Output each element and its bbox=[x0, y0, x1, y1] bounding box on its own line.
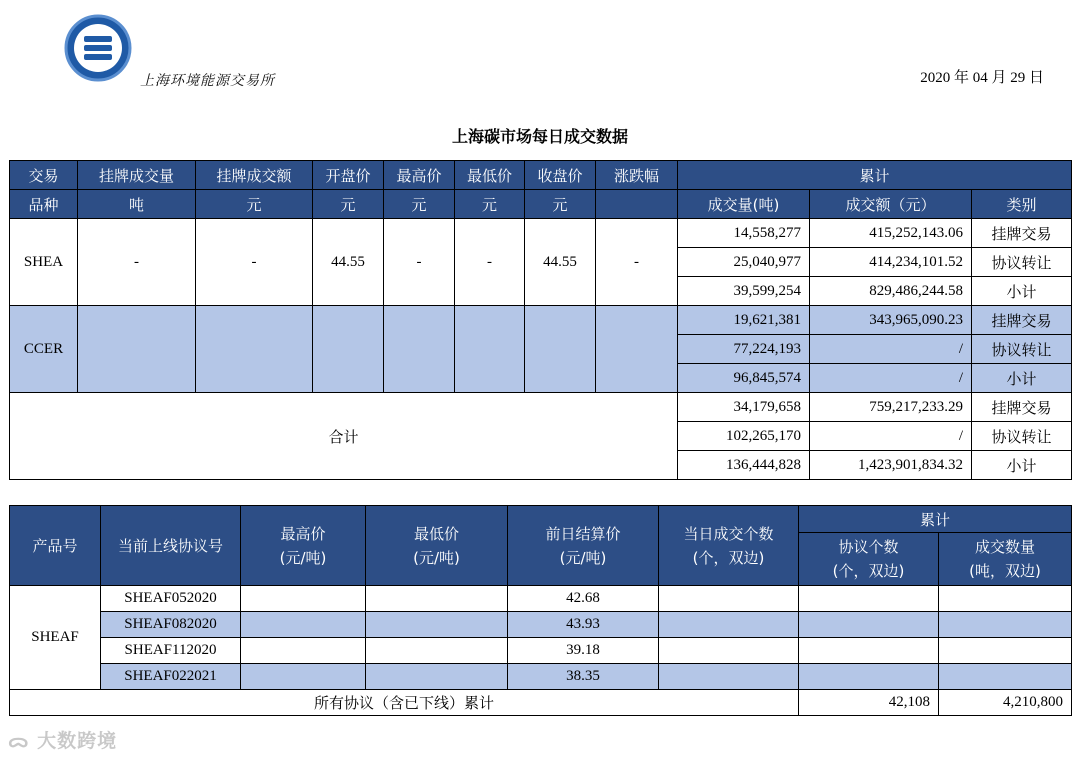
unit-header: 品种 bbox=[10, 190, 78, 219]
close-price-cell: 44.55 bbox=[525, 219, 596, 306]
cum-qty-cell bbox=[939, 664, 1072, 690]
high-price-cell: - bbox=[384, 219, 455, 306]
low-cell bbox=[366, 612, 508, 638]
cum-volume-cell: 39,599,254 bbox=[678, 277, 810, 306]
cum-amount-cell: 414,234,101.52 bbox=[810, 248, 972, 277]
high-cell bbox=[241, 586, 366, 612]
weibo-icon: ᯅ bbox=[8, 730, 30, 752]
col-header-cumulative: 累计 bbox=[799, 506, 1072, 533]
product-cell: CCER bbox=[10, 306, 78, 393]
table-row bbox=[10, 586, 1072, 612]
cum-qty-cell bbox=[939, 612, 1072, 638]
col-header-day-count: 当日成交个数 (个，双边) bbox=[659, 506, 799, 586]
low-cell bbox=[366, 586, 508, 612]
high-cell bbox=[241, 664, 366, 690]
prev-settle-cell: 43.93 bbox=[508, 612, 659, 638]
cum-amount-cell: 343,965,090.23 bbox=[810, 306, 972, 335]
col-header-low: 最低价 (元/吨) bbox=[366, 506, 508, 586]
table-row bbox=[10, 306, 1072, 335]
cum-amount-cell: 759,217,233.29 bbox=[810, 393, 972, 422]
cum-volume-cell: 19,621,381 bbox=[678, 306, 810, 335]
day-count-cell bbox=[659, 586, 799, 612]
exchange-emblem-icon bbox=[64, 14, 132, 82]
cum-volume-cell: 34,179,658 bbox=[678, 393, 810, 422]
col-header-product: 产品号 bbox=[10, 506, 101, 586]
close-price-cell bbox=[525, 306, 596, 393]
contract-cell: SHEAF112020 bbox=[101, 638, 241, 664]
change-cell bbox=[596, 306, 678, 393]
table-row bbox=[10, 393, 1072, 422]
contract-cell: SHEAF082020 bbox=[101, 612, 241, 638]
cum-count-cell bbox=[799, 638, 939, 664]
cum-volume-cell: 77,224,193 bbox=[678, 335, 810, 364]
spot-market-table bbox=[9, 160, 1072, 480]
high-cell bbox=[241, 638, 366, 664]
col-header: 交易 bbox=[10, 161, 78, 190]
category-cell: 挂牌交易 bbox=[972, 219, 1072, 248]
low-price-cell bbox=[455, 306, 525, 393]
high-cell bbox=[241, 612, 366, 638]
total-label: 合计 bbox=[10, 393, 678, 480]
table-row bbox=[10, 664, 1072, 690]
listed-amount-cell: - bbox=[196, 219, 313, 306]
unit-header: 元 bbox=[196, 190, 313, 219]
col-header: 最低价 bbox=[455, 161, 525, 190]
header-row-2 bbox=[10, 190, 1072, 219]
exchange-logo bbox=[60, 8, 290, 98]
cum-amount-cell: 829,486,244.58 bbox=[810, 277, 972, 306]
low-cell bbox=[366, 664, 508, 690]
prev-settle-cell: 39.18 bbox=[508, 638, 659, 664]
cum-volume-cell: 14,558,277 bbox=[678, 219, 810, 248]
col-header: 最高价 bbox=[384, 161, 455, 190]
col-header: 挂牌成交量 bbox=[78, 161, 196, 190]
cum-count-cell: 42,108 bbox=[799, 690, 939, 716]
cum-count-cell bbox=[799, 586, 939, 612]
cum-qty-cell: 4,210,800 bbox=[939, 690, 1072, 716]
unit-header: 元 bbox=[384, 190, 455, 219]
cum-volume-cell: 102,265,170 bbox=[678, 422, 810, 451]
table-row bbox=[10, 690, 1072, 716]
header-row-1 bbox=[10, 506, 1072, 533]
unit-header: 元 bbox=[525, 190, 596, 219]
col-header-high: 最高价 (元/吨) bbox=[241, 506, 366, 586]
table-row bbox=[10, 612, 1072, 638]
category-cell: 协议转让 bbox=[972, 422, 1072, 451]
cum-volume-cell: 136,444,828 bbox=[678, 451, 810, 480]
cum-amount-cell: / bbox=[810, 335, 972, 364]
header-row-1 bbox=[10, 161, 1072, 190]
cum-qty-cell bbox=[939, 586, 1072, 612]
unit-header: 类别 bbox=[972, 190, 1072, 219]
day-count-cell bbox=[659, 664, 799, 690]
cum-count-cell bbox=[799, 612, 939, 638]
category-cell: 协议转让 bbox=[972, 248, 1072, 277]
change-cell: - bbox=[596, 219, 678, 306]
contract-cell: SHEAF022021 bbox=[101, 664, 241, 690]
listed-volume-cell: - bbox=[78, 219, 196, 306]
listed-amount-cell bbox=[196, 306, 313, 393]
open-price-cell bbox=[313, 306, 384, 393]
high-price-cell bbox=[384, 306, 455, 393]
unit-header: 成交额（元） bbox=[810, 190, 972, 219]
category-cell: 小计 bbox=[972, 451, 1072, 480]
col-header-prev-settle: 前日结算价 (元/吨) bbox=[508, 506, 659, 586]
col-header: 收盘价 bbox=[525, 161, 596, 190]
unit-header: 元 bbox=[313, 190, 384, 219]
col-header-cum-count: 协议个数 (个，双边) bbox=[799, 533, 939, 586]
unit-header: 元 bbox=[455, 190, 525, 219]
prev-settle-cell: 42.68 bbox=[508, 586, 659, 612]
watermark bbox=[8, 726, 117, 753]
listed-volume-cell bbox=[78, 306, 196, 393]
cum-count-cell bbox=[799, 664, 939, 690]
watermark-text: 大数跨境 bbox=[37, 730, 118, 752]
page-title: 上海碳市场每日成交数据 bbox=[451, 127, 628, 146]
contract-cell: SHEAF052020 bbox=[101, 586, 241, 612]
open-price-cell: 44.55 bbox=[313, 219, 384, 306]
total-label: 所有协议（含已下线）累计 bbox=[10, 690, 799, 716]
table-row bbox=[10, 219, 1072, 248]
col-header-cum-qty: 成交数量 (吨，双边) bbox=[939, 533, 1072, 586]
product-cell: SHEA bbox=[10, 219, 78, 306]
cum-amount-cell: 1,423,901,834.32 bbox=[810, 451, 972, 480]
col-header: 开盘价 bbox=[313, 161, 384, 190]
cum-volume-cell: 25,040,977 bbox=[678, 248, 810, 277]
product-cell: SHEAF bbox=[10, 586, 101, 690]
day-count-cell bbox=[659, 638, 799, 664]
category-cell: 小计 bbox=[972, 364, 1072, 393]
report-date: 2020 年 04 月 29 日 bbox=[920, 70, 1044, 86]
col-header-contract: 当前上线协议号 bbox=[101, 506, 241, 586]
col-header-cumulative: 累计 bbox=[678, 161, 1072, 190]
category-cell: 小计 bbox=[972, 277, 1072, 306]
cum-amount-cell: / bbox=[810, 364, 972, 393]
cum-amount-cell: 415,252,143.06 bbox=[810, 219, 972, 248]
category-cell: 挂牌交易 bbox=[972, 306, 1072, 335]
cum-volume-cell: 96,845,574 bbox=[678, 364, 810, 393]
cum-qty-cell bbox=[939, 638, 1072, 664]
col-header: 挂牌成交额 bbox=[196, 161, 313, 190]
low-cell bbox=[366, 638, 508, 664]
cum-amount-cell: / bbox=[810, 422, 972, 451]
org-name: 上海环境能源交易所 bbox=[140, 73, 275, 89]
prev-settle-cell: 38.35 bbox=[508, 664, 659, 690]
category-cell: 挂牌交易 bbox=[972, 393, 1072, 422]
low-price-cell: - bbox=[455, 219, 525, 306]
unit-header bbox=[596, 190, 678, 219]
unit-header: 成交量(吨) bbox=[678, 190, 810, 219]
unit-header: 吨 bbox=[78, 190, 196, 219]
table-row bbox=[10, 638, 1072, 664]
forward-contract-table bbox=[9, 505, 1072, 716]
day-count-cell bbox=[659, 612, 799, 638]
col-header: 涨跌幅 bbox=[596, 161, 678, 190]
category-cell: 协议转让 bbox=[972, 335, 1072, 364]
